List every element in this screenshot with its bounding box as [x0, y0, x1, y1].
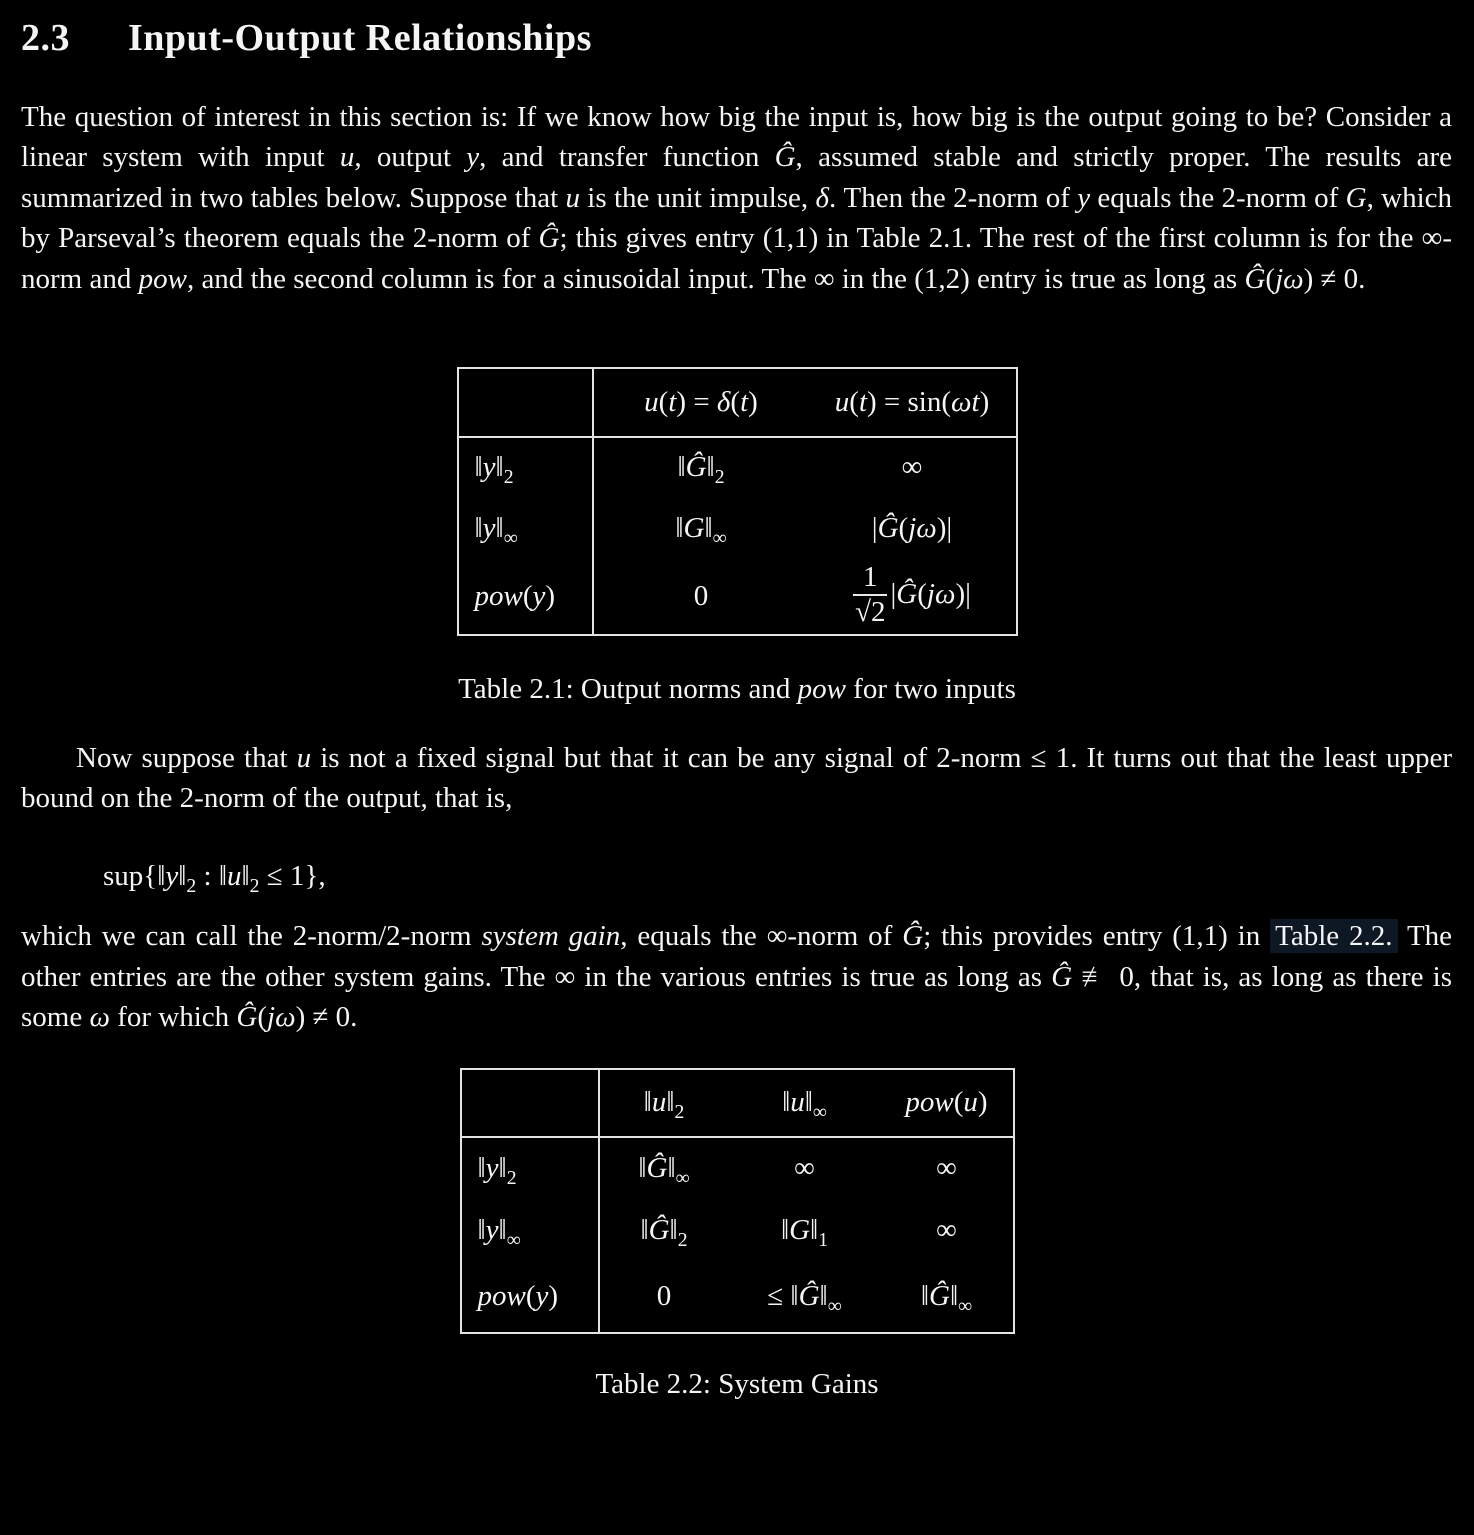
t2-corner-cell — [461, 1069, 599, 1137]
fraction-denominator: √2 — [855, 595, 886, 628]
text-run: ) — [545, 580, 556, 613]
math-var: Ĝ — [1244, 262, 1266, 295]
t1-row-label-pow-y — [458, 560, 593, 635]
text-run: ∞ — [712, 526, 727, 549]
text-run: ‖ — [638, 1152, 647, 1185]
math-var: t — [668, 385, 677, 418]
text-run: 1 — [818, 1229, 829, 1252]
math-var: jω — [267, 1001, 296, 1034]
text-run: ‖ — [218, 859, 227, 892]
text-run: ‖ — [241, 859, 250, 892]
math-var: u — [226, 859, 242, 892]
text-run: ( — [953, 1086, 964, 1119]
text-run: ‖ — [498, 1152, 507, 1185]
text-run: ∞ — [506, 1229, 521, 1252]
math-var: u — [790, 1086, 805, 1119]
math-var: pow — [477, 1280, 526, 1313]
table-row — [458, 437, 1017, 498]
text-run: ( — [257, 1001, 268, 1034]
text-run: ‖ — [498, 1214, 507, 1247]
t2-cell-y2-powu — [881, 1137, 1014, 1200]
text-run: for two inputs — [845, 672, 1016, 705]
math-var: Ĝ — [648, 1214, 670, 1247]
text-run: ) — [748, 385, 758, 418]
text-run: ( — [522, 580, 533, 613]
t1-cell-pow-impulse — [593, 560, 809, 635]
math-var: jω — [908, 512, 937, 545]
text-run: ‖ — [495, 451, 504, 484]
text-run: which we can call the 2-norm/2-norm — [21, 920, 482, 952]
t2-cell-yinf-u2 — [599, 1200, 729, 1262]
text-run: ‖ — [920, 1280, 929, 1313]
output-norms-table — [457, 367, 1018, 636]
math-var: Ĝ — [236, 1001, 258, 1034]
math-var: Ĝ — [798, 1280, 820, 1313]
text-run: , and the second column is for a sinusoidal input. The ∞ in the (1,2) entry is true as long as — [186, 262, 1245, 295]
text-run: ∞ — [936, 1152, 957, 1185]
math-var: δ — [815, 181, 829, 214]
text-run: ; this provides entry (1,1) in — [923, 920, 1271, 952]
table-2-2-figure — [460, 1068, 1015, 1401]
math-var: Ĝ — [902, 920, 924, 952]
text-run: ‖ — [474, 451, 483, 484]
text-run: , which by Parseval’s theorem equals the 2-norm of — [21, 181, 1453, 255]
math-var: Ĝ — [774, 141, 796, 174]
math-var: Ĝ — [538, 222, 560, 255]
table-row — [461, 1137, 1014, 1200]
math-var: u — [565, 181, 581, 214]
text-run: ‖ — [675, 512, 684, 545]
table-2-1-figure — [457, 367, 1018, 706]
text-run: ∞ — [901, 451, 923, 484]
table-row — [458, 560, 1017, 635]
t2-cell-yinf-powu — [881, 1200, 1014, 1262]
text-run: 2 — [714, 465, 725, 488]
text-run: ‖ — [477, 1214, 486, 1247]
t2-cell-powy-uinf — [729, 1262, 881, 1333]
text-run: 0 — [656, 1280, 672, 1313]
math-var: u — [339, 141, 355, 174]
math-var: system gain — [481, 920, 621, 952]
fraction — [853, 562, 887, 627]
text-run: ‖ — [669, 1214, 678, 1247]
text-run: ) — [977, 1086, 988, 1119]
text-run: ‖ — [178, 859, 187, 892]
text-run: ∞ — [675, 1167, 690, 1190]
math-var: Ĝ — [646, 1152, 668, 1185]
section-number: 2.3 — [21, 17, 70, 59]
text-run: ‖ — [706, 451, 715, 484]
text-run: ≢ 0, that is, as long as there is some — [21, 960, 1452, 1034]
math-var: y — [1077, 181, 1091, 214]
math-var: u — [834, 385, 850, 418]
text-run: | — [890, 578, 897, 611]
sup-norm-equation — [103, 858, 1474, 897]
t1-cell-yinf-sinusoid — [809, 498, 1017, 560]
text-run: ( — [898, 512, 909, 545]
text-run: )| — [936, 512, 953, 545]
text-run: ‖ — [810, 1214, 819, 1247]
paragraph-intro — [21, 97, 1452, 300]
text-run: is the unit impulse, — [580, 181, 816, 214]
text-run: ‖ — [477, 1152, 486, 1185]
text-run: The other entries are the other system gains. The ∞ in the various entries is true as long as — [21, 920, 1453, 993]
text-run: ‖ — [782, 1086, 791, 1119]
math-var: y — [482, 512, 496, 545]
text-run: equals the 2-norm of — [1090, 181, 1346, 214]
math-var: ω — [89, 1001, 110, 1034]
math-var: pow — [474, 580, 523, 613]
text-run: . Then the 2-norm of — [828, 181, 1078, 214]
math-var: G — [683, 512, 705, 545]
math-var: t — [740, 385, 749, 418]
t2-cell-yinf-uinf — [729, 1200, 881, 1262]
text-run: ) ≠ 0. — [295, 1001, 358, 1034]
math-var: Ĝ — [929, 1280, 950, 1313]
table-header-row — [461, 1069, 1014, 1137]
t2-row-label-y-infnorm — [461, 1200, 599, 1262]
table-2-2-link[interactable]: Table 2.2. — [1270, 919, 1397, 953]
text-run: ∞ — [794, 1152, 815, 1185]
text-run: | — [871, 512, 878, 545]
text-run: ≤ 1}, — [259, 859, 326, 892]
text-run: , assumed stable and strictly proper. The results are summarized in two tables below. Suppose that — [21, 141, 1452, 214]
text-run: ‖ — [495, 512, 504, 545]
text-run: , output — [354, 141, 467, 174]
text-run: for which — [109, 1001, 237, 1034]
t1-cell-y2-impulse — [593, 437, 809, 498]
page — [0, 16, 1474, 1535]
table-2-1-caption — [458, 673, 1016, 706]
text-run: ‖ — [667, 1152, 676, 1185]
t2-cell-y2-u2 — [599, 1137, 729, 1200]
t2-cell-powy-u2 — [599, 1262, 729, 1333]
t1-cell-yinf-impulse — [593, 498, 809, 560]
t2-header-pow-u — [881, 1069, 1014, 1137]
math-var: y — [482, 451, 496, 484]
math-var: y — [485, 1214, 499, 1247]
text-run: 2 — [506, 1167, 517, 1190]
text-run: ( — [730, 385, 741, 418]
text-run: ∞ — [827, 1295, 842, 1318]
t1-row-label-y-infnorm — [458, 498, 593, 560]
text-run: ‖ — [819, 1280, 828, 1313]
text-run: 2 — [677, 1229, 688, 1252]
text-run: ( — [1265, 262, 1276, 295]
text-run: sup{ — [103, 859, 158, 892]
math-var: Ĝ — [896, 578, 918, 611]
math-var: u — [963, 1086, 978, 1119]
math-var: y — [165, 859, 179, 892]
t2-header-u-infnorm — [729, 1069, 881, 1137]
math-var: y — [532, 580, 546, 613]
math-var: u — [644, 385, 659, 418]
math-var: Ĝ — [877, 512, 899, 545]
math-var: G — [789, 1214, 811, 1247]
math-var: jω — [926, 578, 956, 611]
text-run: ) — [548, 1280, 559, 1313]
text-run: 2 — [674, 1101, 685, 1124]
math-var: y — [466, 141, 480, 174]
math-var: G — [1345, 181, 1367, 214]
text-run: Table 2.2: System Gains — [595, 1367, 879, 1400]
t1-header-impulse-input — [593, 368, 809, 437]
text-run: ‖ — [804, 1086, 813, 1119]
table-header-row — [458, 368, 1017, 437]
t1-row-label-y-2norm — [458, 437, 593, 498]
text-run: 2 — [186, 874, 197, 897]
text-run: ‖ — [643, 1086, 652, 1119]
text-run: Table 2.1: Output norms and — [458, 672, 798, 705]
text-run: )| — [955, 578, 971, 611]
text-run: Now suppose that — [76, 741, 297, 774]
math-var: u — [651, 1086, 667, 1119]
math-var: y — [535, 1280, 549, 1313]
math-var: ωt — [951, 385, 980, 418]
section-title: Input-Output Relationships — [128, 17, 592, 59]
text-run: ‖ — [640, 1214, 649, 1247]
text-run: ; this gives entry (1,1) in Table 2.1. The rest of the first column is for the ∞-norm and — [21, 222, 1452, 295]
text-run: ) — [979, 385, 990, 418]
table-row — [458, 498, 1017, 560]
t1-corner-cell — [458, 368, 593, 437]
text-run: ) = — [676, 385, 717, 418]
math-var: Ĝ — [685, 451, 707, 484]
document-page — [0, 16, 1474, 1401]
t1-cell-pow-sinusoid — [809, 560, 1017, 635]
t2-row-label-pow-y — [461, 1262, 599, 1333]
math-var: y — [485, 1152, 499, 1185]
text-run: ‖ — [157, 859, 166, 892]
system-gains-table — [460, 1068, 1015, 1334]
fraction-numerator: 1 — [853, 562, 887, 595]
text-run: ‖ — [790, 1280, 799, 1313]
text-run: 2 — [249, 874, 260, 897]
text-run: ( — [658, 385, 669, 418]
math-var: Ĝ — [1051, 960, 1073, 993]
t2-row-label-y-2norm — [461, 1137, 599, 1200]
math-var: pow — [797, 672, 846, 705]
t2-cell-powy-powu — [881, 1262, 1014, 1333]
text-run: ( — [525, 1280, 536, 1313]
text-run: ) = sin( — [867, 385, 952, 418]
math-var: δ — [716, 385, 731, 418]
text-run: ∞ — [503, 526, 518, 549]
table-row — [461, 1200, 1014, 1262]
math-var: u — [296, 741, 312, 774]
t1-header-sinusoid-input — [809, 368, 1017, 437]
table-2-2-caption — [595, 1368, 878, 1401]
paragraph-2norm-signal — [21, 738, 1452, 819]
math-var: jω — [1275, 262, 1304, 295]
math-var: pow — [138, 262, 187, 295]
text-run: 2 — [503, 465, 514, 488]
t1-cell-y2-sinusoid — [809, 437, 1017, 498]
text-run: ( — [917, 578, 927, 611]
text-run: ‖ — [677, 451, 686, 484]
t2-header-u-2norm — [599, 1069, 729, 1137]
text-run: The question of interest in this section is: If we know how big the input is, how big is the output going to be? Consider a linear system with input — [21, 100, 1452, 174]
text-run: ≤ — [767, 1280, 791, 1313]
text-run: ‖ — [780, 1214, 790, 1247]
math-var: pow — [905, 1086, 954, 1119]
text-run: ‖ — [949, 1280, 959, 1313]
text-run: ∞ — [812, 1101, 827, 1124]
text-run: ∞ — [958, 1295, 973, 1318]
text-run: ( — [849, 385, 859, 418]
math-var: t — [858, 385, 867, 418]
paragraph-system-gain — [21, 916, 1452, 1038]
text-run: , and transfer function — [479, 141, 775, 174]
t2-cell-y2-uinf — [729, 1137, 881, 1200]
text-run: ‖ — [704, 512, 713, 545]
text-run: ‖ — [666, 1086, 675, 1119]
text-run: 0 — [693, 580, 709, 613]
text-run: ‖ — [474, 512, 483, 545]
text-run: is not a fixed signal but that it can be any signal of 2-norm ≤ 1. It turns out that the least upper bound on the 2-norm of the output, that is, — [21, 741, 1452, 815]
section-heading — [21, 16, 1474, 62]
text-run: ) ≠ 0. — [1303, 262, 1366, 295]
text-run: : — [196, 859, 219, 892]
table-row — [461, 1262, 1014, 1333]
text-run: ∞ — [936, 1214, 957, 1247]
text-run: , equals the ∞-norm of — [620, 920, 903, 952]
